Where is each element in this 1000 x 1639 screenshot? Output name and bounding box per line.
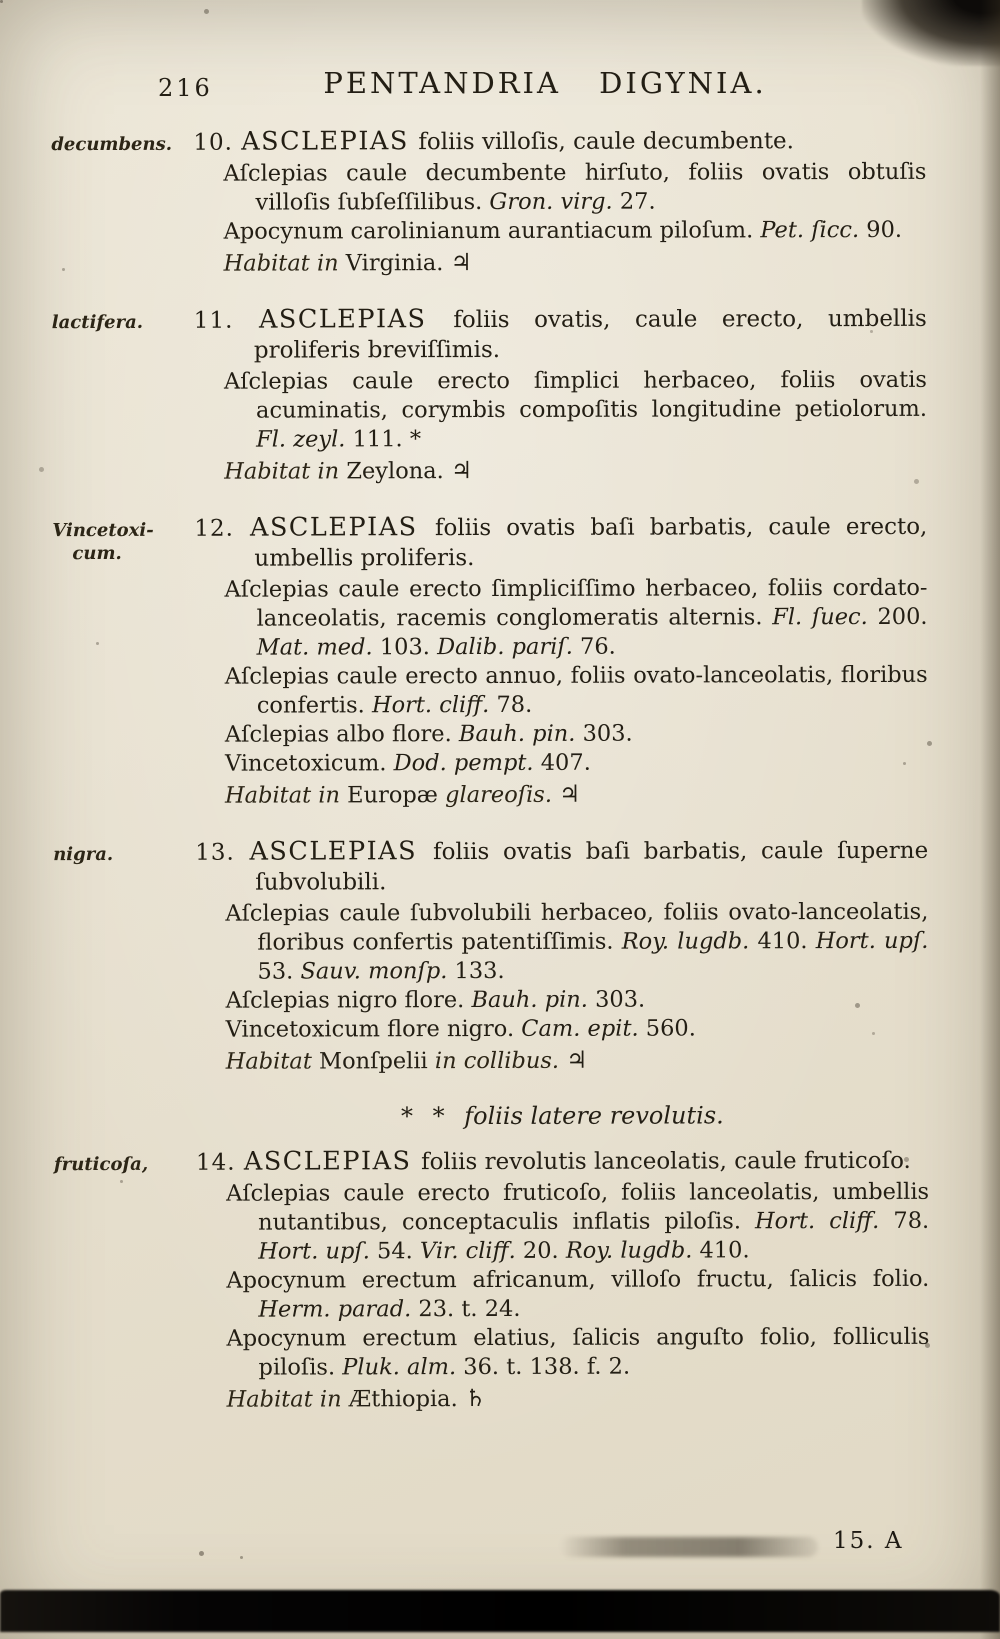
text-run: 133. — [447, 957, 505, 985]
text-run: Monſpelii — [311, 1048, 435, 1075]
running-title: PENTANDRIA DIGYNIA. — [323, 66, 767, 100]
entry-body — [194, 511, 928, 811]
text-run: 23. t. 24. — [411, 1295, 521, 1323]
margin-species-name: nigra. — [53, 843, 114, 866]
text-run: 76. — [572, 633, 616, 660]
citation: in collibus. — [434, 1047, 560, 1075]
text-run: Aſclepias caule erecto ſimpliciſſimo herbaceo, foliis cordato-lanceolatis, racemis conglomeratis alternis. — [224, 574, 928, 632]
citation: Pet. ſicc. — [760, 217, 860, 244]
scan-edge-shadow — [980, 0, 1000, 1639]
text-run: 54. — [369, 1238, 421, 1265]
synonym-paragraph — [226, 1265, 929, 1325]
text-run: 78. — [879, 1207, 930, 1234]
citation: Roy. lugdb. — [621, 928, 750, 955]
plant-symbol: ♃ — [566, 1045, 588, 1074]
entry-heading — [194, 303, 927, 366]
subheading-text: foliis latere revolutis. — [464, 1101, 724, 1131]
citation: Vir. cliff. — [419, 1237, 516, 1265]
text-run: 103. — [372, 634, 438, 661]
entry-body — [194, 303, 927, 487]
text-run: Virginia. — [338, 250, 451, 277]
diagnosis-text: foliis ovatis baſi barbatis, caule ſuperne ſubvolubili. — [255, 837, 929, 896]
margin-species-name: lactifera. — [51, 311, 144, 334]
genus-name: ASCLEPIAS — [249, 836, 434, 867]
habitat-line — [224, 454, 927, 487]
text-run: 27. — [612, 188, 656, 215]
text-run: Aſclepias caule ſubvolubili herbaceo, foliis ovato-lanceolatis, floribus confertis patentiſſimis. — [225, 898, 929, 956]
synonym-paragraph — [225, 719, 928, 750]
text-run: Æthiopia. — [341, 1386, 465, 1413]
citation: Hort. upſ. — [815, 927, 929, 955]
plant-symbol: ♃ — [450, 248, 472, 277]
synonym-paragraph — [223, 158, 926, 218]
synonym-paragraph — [226, 1323, 929, 1383]
citation: Bauh. pin. — [458, 720, 576, 748]
synonym-paragraph — [226, 1178, 929, 1267]
text-run: 410. — [749, 928, 816, 955]
synonym-paragraph — [224, 574, 927, 663]
citation: Dalib. pariſ. — [437, 633, 573, 661]
plant-symbol: ♃ — [559, 779, 581, 808]
text-run: 78. — [489, 691, 533, 718]
entry-number: 14. — [195, 1149, 244, 1176]
entry-heading — [196, 1145, 929, 1178]
citation: Habitat in — [226, 1386, 342, 1413]
text-block — [43, 125, 929, 1441]
plant-symbol: ♄ — [464, 1384, 487, 1413]
page-number: 216 — [158, 74, 213, 102]
habitat-line — [227, 1382, 930, 1415]
text-run: Aſclepias caule erecto fruticoſo, foliis lanceolatis, umbellis nutantibus, conceptaculis inflatis piloſis. — [226, 1178, 930, 1236]
citation: glareoſis. — [445, 781, 552, 809]
text-run: Zeylona. — [339, 458, 451, 485]
entry-number: 11. — [193, 307, 259, 334]
text-run: Apocynum erectum africanum, villoſo fructu, ſalicis folio. — [226, 1265, 930, 1294]
text-run: Vincetoxicum flore nigro. — [225, 1015, 522, 1043]
citation: Habitat in — [223, 250, 339, 277]
scan-smudge — [560, 1537, 818, 1557]
citation: Fl. zeyl. — [256, 426, 346, 453]
text-run: 53. — [257, 958, 301, 985]
habitat-line — [225, 778, 928, 811]
text-run: 560. — [638, 1015, 696, 1042]
diagnosis-text: foliis ovatis baſi barbatis, caule erecto, umbellis proliferis. — [254, 513, 928, 572]
citation: Gron. virg. — [489, 188, 613, 215]
citation: Herm. parad. — [258, 1296, 412, 1323]
entry-heading — [194, 511, 927, 574]
citation: Sauv. monſp. — [300, 958, 448, 985]
synonym-paragraph — [224, 366, 927, 455]
text-run: 200. — [867, 603, 928, 631]
citation: Roy. lugdb. — [565, 1237, 693, 1264]
diagnosis-text: foliis ovatis, caule erecto, umbellis proliferis breviſſimis. — [253, 305, 927, 364]
text-run: 410. — [692, 1237, 750, 1264]
text-run: 303. — [587, 986, 646, 1013]
citation: Dod. pempt. — [393, 749, 534, 777]
text-run: Aſclepias albo flore. — [224, 721, 459, 748]
plant-symbol: ♃ — [450, 456, 473, 485]
synonym-paragraph — [225, 748, 928, 779]
text-run: Apocynum carolinianum aurantiacum piloſum. — [223, 217, 761, 245]
citation: Fl. ſuec. — [772, 604, 868, 631]
text-run: 407. — [533, 749, 591, 776]
entry-body — [195, 835, 929, 1077]
synonym-paragraph — [224, 216, 927, 247]
genus-name: ASCLEPIAS — [243, 1146, 422, 1177]
margin-species-name: Vincetoxi- cum. — [52, 519, 154, 565]
text-run: Apocynum erectum elatius, ſalicis anguſto folio, folliculis piloſis. — [226, 1323, 930, 1381]
margin-species-name: fruticoſa, — [53, 1153, 149, 1176]
habitat-line — [226, 1044, 929, 1077]
text-run: 303. — [575, 720, 633, 747]
signature-mark: 15. A — [833, 1528, 904, 1554]
citation: Hort. cliff. — [755, 1207, 880, 1235]
text-run: 111. * — [345, 426, 422, 453]
scan-specks — [0, 0, 3, 3]
habitat-line — [224, 246, 927, 279]
citation: Hort. cliff. — [371, 691, 490, 719]
diagnosis-text: foliis revolutis lanceolatis, caule fruticoſo. — [421, 1147, 911, 1176]
citation: Pluk. alm. — [342, 1354, 457, 1381]
text-run: Aſclepias nigro flore. — [225, 987, 472, 1014]
genus-name: ASCLEPIAS — [258, 304, 454, 335]
synonym-paragraph — [225, 898, 928, 987]
species-entry — [44, 303, 927, 487]
entry-heading — [193, 125, 926, 158]
subheading-stars: * * — [400, 1102, 465, 1131]
species-entry — [44, 511, 928, 811]
text-run: Europæ — [339, 782, 446, 809]
text-run: Aſclepias caule erecto ſimplici herbaceo, foliis ovatis acuminatis, corymbis compoſitis longitudine petiolorum. — [223, 366, 928, 424]
entry-number: 13. — [195, 839, 250, 866]
citation: Bauh. pin. — [471, 986, 588, 1014]
entry-heading — [195, 835, 928, 898]
genus-name: ASCLEPIAS — [249, 512, 435, 543]
text-run: 20. — [515, 1237, 566, 1264]
citation: Mat. med. — [256, 634, 373, 661]
section-subheading — [196, 1101, 929, 1131]
entry-number: 12. — [194, 515, 251, 542]
entry-number: 10. — [193, 129, 242, 156]
synonym-paragraph — [225, 661, 928, 721]
text-run: Aſclepias caule decumbente hirſuto, foliis ovatis obtuſis villoſis ſubſeſſilibus. — [223, 158, 927, 216]
text-run: 90. — [859, 216, 903, 244]
species-entry — [46, 1145, 930, 1415]
scan-black-bar — [0, 1590, 1000, 1632]
citation: Habitat in — [224, 782, 341, 809]
species-entry — [45, 835, 929, 1077]
text-run: Aſclepias caule erecto annuo, foliis ovato-lanceolatis, floribus confertis. — [224, 661, 928, 719]
entry-body — [196, 1145, 930, 1415]
margin-species-name: decumbens. — [51, 133, 173, 156]
citation: Habitat — [225, 1048, 312, 1075]
species-entry — [43, 125, 926, 279]
entry-body — [193, 125, 926, 279]
text-run: Vincetoxicum. — [224, 750, 394, 777]
genus-name: ASCLEPIAS — [241, 126, 419, 157]
synonym-paragraph — [226, 1014, 929, 1045]
citation: Habitat in — [224, 458, 340, 485]
citation: Cam. epit. — [521, 1015, 639, 1042]
synonym-paragraph — [226, 985, 929, 1016]
text-run: 36. t. 138. f. 2. — [456, 1353, 631, 1381]
citation: Hort. upſ. — [258, 1238, 370, 1265]
diagnosis-text: foliis villoſis, caule decumbente. — [418, 128, 795, 156]
